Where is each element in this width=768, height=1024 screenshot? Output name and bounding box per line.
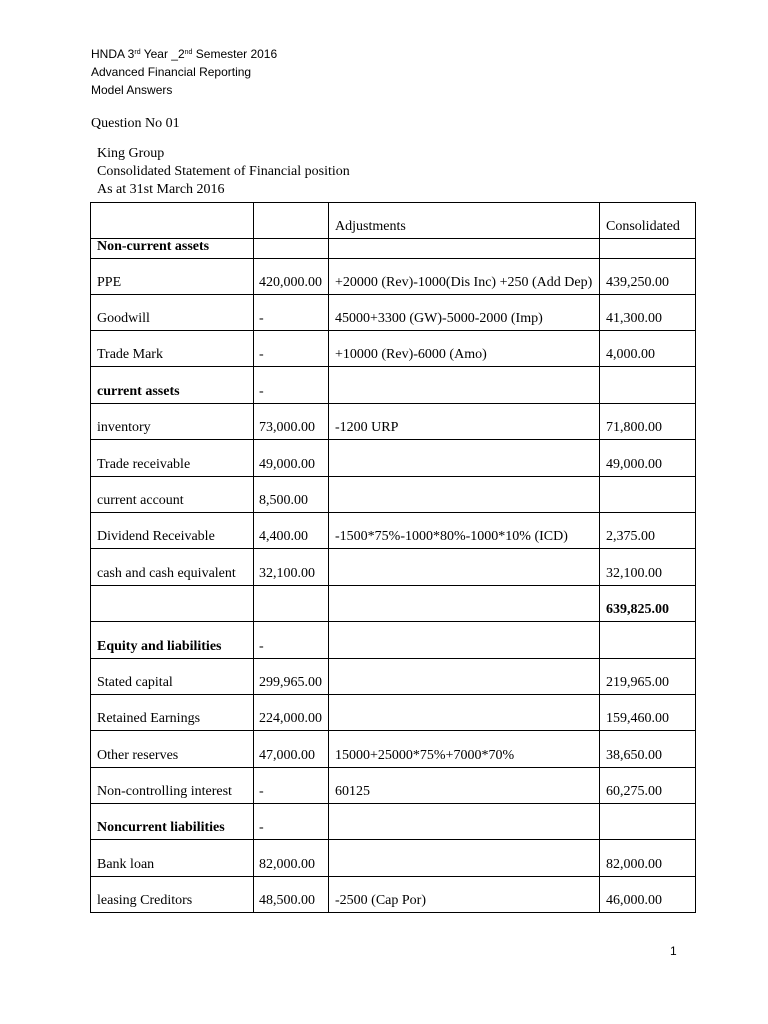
row-amount: 73,000.00 [254,404,329,440]
row-amount: 299,965.00 [254,659,329,695]
table-row [91,295,696,331]
row-consolidated [600,367,696,404]
row-label: Other reserves [91,731,254,768]
table-row [91,259,696,295]
row-consolidated: 32,100.00 [600,549,696,586]
row-amount: - [254,804,329,840]
row-adjustment: 15000+25000*75%+7000*70% [329,731,600,768]
header-cell-amount [254,203,329,239]
row-label: Noncurrent liabilities [91,804,254,840]
row-label: Non-current assets [91,239,254,259]
row-adjustment: 45000+3300 (GW)-5000-2000 (Imp) [329,295,600,331]
row-consolidated: 4,000.00 [600,331,696,367]
answers-line: Model Answers [91,83,173,97]
row-consolidated: 41,300.00 [600,295,696,331]
row-label: Bank loan [91,840,254,877]
document-header [91,44,277,99]
row-label: Dividend Receivable [91,513,254,549]
table-row [91,659,696,695]
table-row [91,477,696,513]
row-adjustment [329,477,600,513]
table-row [91,331,696,367]
table-row [91,731,696,768]
row-adjustment: +20000 (Rev)-1000(Dis Inc) +250 (Add Dep) [329,259,600,295]
statement-name: Consolidated Statement of Financial position [97,164,350,179]
row-consolidated: 60,275.00 [600,768,696,804]
header-row [91,203,696,239]
row-amount [254,586,329,622]
row-consolidated: 2,375.00 [600,513,696,549]
row-amount: 32,100.00 [254,549,329,586]
row-label: Retained Earnings [91,695,254,731]
financial-position-table [90,202,696,913]
row-adjustment: -1200 URP [329,404,600,440]
row-adjustment: -2500 (Cap Por) [329,877,600,913]
table-row [91,586,696,622]
row-adjustment [329,840,600,877]
row-label: cash and cash equivalent [91,549,254,586]
row-consolidated: 46,000.00 [600,877,696,913]
row-label: current assets [91,367,254,404]
table-row [91,239,696,259]
row-consolidated: 439,250.00 [600,259,696,295]
row-amount: 8,500.00 [254,477,329,513]
row-consolidated [600,239,696,259]
table-row [91,549,696,586]
row-consolidated: 49,000.00 [600,440,696,477]
subject-line: Advanced Financial Reporting [91,65,252,79]
table-row [91,622,696,659]
row-label: PPE [91,259,254,295]
row-label: leasing Creditors [91,877,254,913]
row-amount: 49,000.00 [254,440,329,477]
row-adjustment [329,549,600,586]
row-adjustment: 60125 [329,768,600,804]
table-row [91,440,696,477]
table-row [91,768,696,804]
row-adjustment [329,440,600,477]
row-adjustment [329,239,600,259]
header-cell-consolidated: Consolidated [600,203,696,239]
row-label: Trade receivable [91,440,254,477]
row-consolidated [600,477,696,513]
header-cell-adjustments: Adjustments [329,203,600,239]
row-adjustment: -1500*75%-1000*80%-1000*10% (ICD) [329,513,600,549]
row-label: Equity and liabilities [91,622,254,659]
row-label: current account [91,477,254,513]
row-adjustment [329,622,600,659]
row-consolidated [600,804,696,840]
question-heading: Question No 01 [91,116,180,131]
table-row [91,840,696,877]
header-cell-label [91,203,254,239]
table-row [91,513,696,549]
row-adjustment [329,659,600,695]
row-amount: 4,400.00 [254,513,329,549]
row-adjustment: +10000 (Rev)-6000 (Amo) [329,331,600,367]
table-row [91,367,696,404]
row-amount: 224,000.00 [254,695,329,731]
row-adjustment [329,586,600,622]
page-number: 1 [670,944,677,958]
table-row [91,695,696,731]
row-consolidated: 82,000.00 [600,840,696,877]
course-line: HNDA 3rd Year _2nd Semester 2016 [91,47,278,61]
row-amount: 82,000.00 [254,840,329,877]
company-name: King Group [97,146,165,161]
row-label: Goodwill [91,295,254,331]
row-adjustment [329,804,600,840]
statement-date: As at 31st March 2016 [97,182,225,197]
row-amount: - [254,367,329,404]
row-amount: - [254,331,329,367]
row-consolidated: 159,460.00 [600,695,696,731]
row-amount: 48,500.00 [254,877,329,913]
row-amount: 420,000.00 [254,259,329,295]
row-consolidated: 639,825.00 [600,586,696,622]
row-consolidated: 71,800.00 [600,404,696,440]
row-label: Non-controlling interest [91,768,254,804]
row-consolidated: 38,650.00 [600,731,696,768]
row-label: inventory [91,404,254,440]
row-adjustment [329,367,600,404]
row-adjustment [329,695,600,731]
row-label [91,586,254,622]
row-consolidated [600,622,696,659]
row-consolidated: 219,965.00 [600,659,696,695]
row-amount: - [254,295,329,331]
table-row [91,804,696,840]
row-label: Trade Mark [91,331,254,367]
statement-title [97,145,350,199]
row-amount: - [254,768,329,804]
row-amount: 47,000.00 [254,731,329,768]
row-amount: - [254,622,329,659]
table-row [91,877,696,913]
table-row [91,404,696,440]
table-body [91,203,696,913]
row-amount [254,239,329,259]
row-label: Stated capital [91,659,254,695]
